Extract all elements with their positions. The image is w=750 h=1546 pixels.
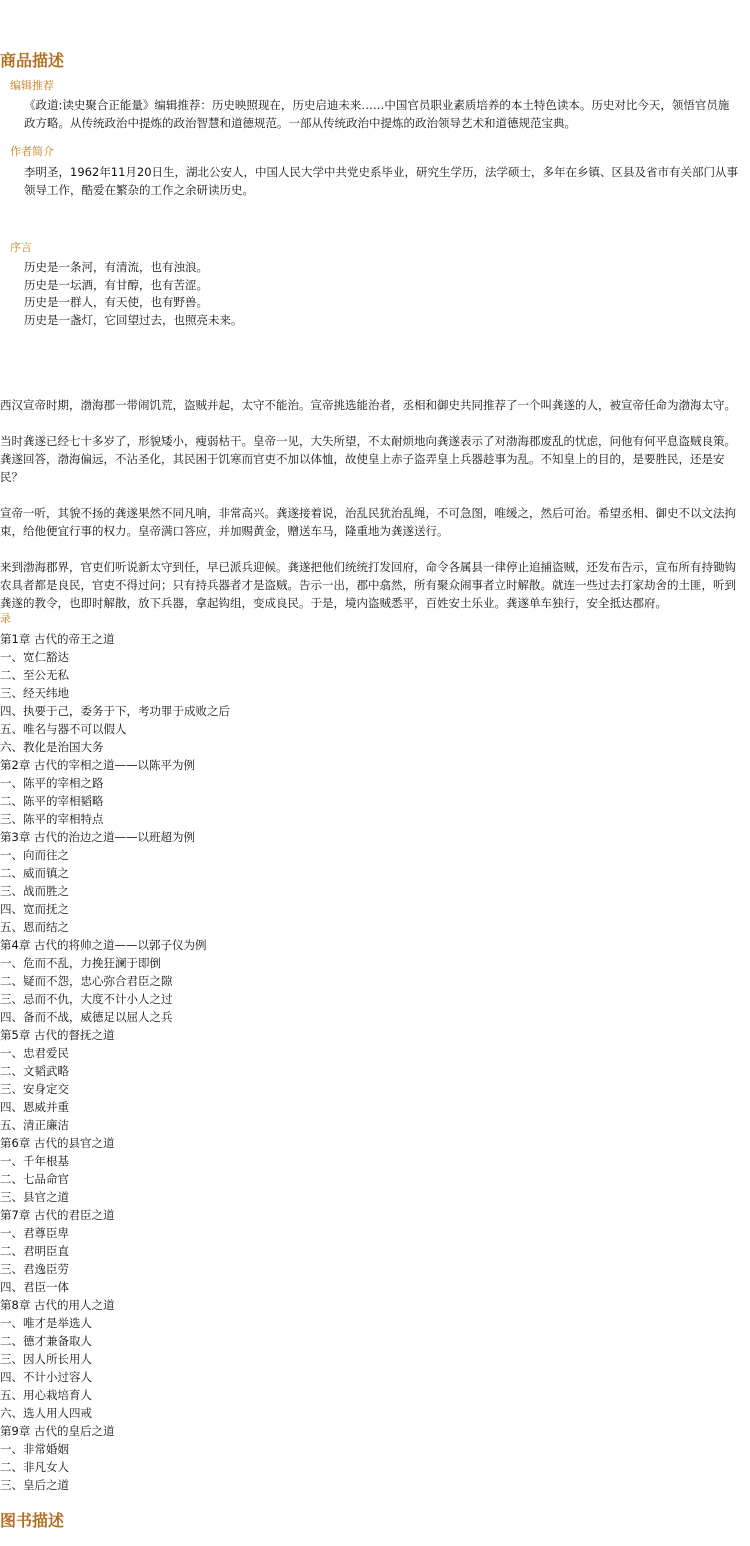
toc-item: 五、唯名与器不可以假人: [0, 722, 127, 736]
toc-item: 四、恩威并重: [0, 1100, 69, 1114]
preface-line: 历史是一条河，有清流，也有浊浪。: [24, 260, 208, 274]
author-intro-label: 作者简介: [10, 145, 54, 158]
toc-item: 三、经天纬地: [0, 686, 69, 700]
toc-item: 一、危而不乱，力挽狂澜于即倒: [0, 956, 161, 970]
toc-item: 四、不计小过容人: [0, 1370, 92, 1384]
toc-item: 二、威而镇之: [0, 866, 69, 880]
toc-item: 第8章 古代的用人之道: [0, 1298, 115, 1312]
toc-item: 一、宽仁豁达: [0, 650, 69, 664]
toc-item: 一、唯才是举选人: [0, 1316, 92, 1330]
toc-item: 五、用心栽培育人: [0, 1388, 92, 1402]
toc-item: 三、因人所长用人: [0, 1352, 92, 1366]
toc-item: 三、皇后之道: [0, 1478, 69, 1492]
toc-item: 二、非凡女人: [0, 1460, 69, 1474]
toc-item: 第1章 古代的帝王之道: [0, 632, 115, 646]
toc-item: 四、执要于己，委务于下，考功罪于成败之后: [0, 704, 230, 718]
editor-recommendation-text: 《政道:读史聚合正能量》编辑推荐：历史映照现在，历史启迪未来……中国官员职业素质培养的本土特色读本。历史对比今天，领悟官员施政方略。从传统政治中提炼的政治智慧和道德规范。一部从传统政治中提炼的政治领导艺术和道德规范宝典。: [24, 98, 730, 130]
toc-item: 三、县官之道: [0, 1190, 69, 1204]
toc-item: 六、选人用人四戒: [0, 1406, 92, 1420]
toc-item: 第6章 古代的县官之道: [0, 1136, 115, 1150]
story-paragraph: 西汉宣帝时期，渤海郡一带闹饥荒，盗贼并起，太守不能治。宣帝挑选能治者，丞相和御史共同推荐了一个叫龚遂的人，被宣帝任命为渤海太守。: [0, 398, 736, 412]
editor-recommendation-label: 编辑推荐: [10, 79, 54, 92]
table-of-contents: [0, 630, 230, 1494]
toc-item: 五、清正廉洁: [0, 1118, 69, 1132]
table-of-contents-label: 录: [0, 612, 11, 625]
toc-item: 第3章 古代的治边之道——以班超为例: [0, 830, 195, 844]
story-text: [0, 378, 744, 630]
toc-item: 一、非常婚姻: [0, 1442, 69, 1456]
toc-item: 二、至公无私: [0, 668, 69, 682]
toc-item: 一、千年根基: [0, 1154, 69, 1168]
toc-item: 一、陈平的宰相之路: [0, 776, 104, 790]
toc-item: 一、忠君爱民: [0, 1046, 69, 1060]
author-intro-text: 李明圣，1962年11月20日生，湖北公安人，中国人民大学中共党史系毕业，研究生学历，法学硕士，多年在乡镇、区县及省市有关部门从事领导工作，酷爱在繁杂的工作之余研读历史。: [24, 165, 739, 197]
toc-item: 三、君逸臣劳: [0, 1262, 69, 1276]
preface-line: 历史是一盏灯，它回望过去，也照亮未来。: [24, 312, 243, 327]
toc-item: 第9章 古代的皇后之道: [0, 1424, 115, 1438]
toc-item: 第4章 古代的将帅之道——以郭子仪为例: [0, 938, 207, 952]
toc-item: 二、陈平的宰相韬略: [0, 794, 104, 808]
toc-item: 三、陈平的宰相特点: [0, 812, 104, 826]
toc-item: 三、安身定交: [0, 1082, 69, 1096]
preface-line: 历史是一群人，有天使，也有野兽。: [24, 295, 208, 309]
toc-item: 一、向而往之: [0, 848, 69, 862]
toc-item: 第7章 古代的君臣之道: [0, 1208, 115, 1222]
story-paragraph: 宣帝一听，其貌不扬的龚遂果然不同凡响，非常高兴。龚遂接着说，治乱民犹治乱绳，不可急图，唯缓之，然后可治。希望丞相、御史不以文法拘束，给他便宜行事的权力。皇帝满口答应，并加赐黄金，赠送车马，隆重地为龚遂送行。: [0, 506, 736, 538]
toc-item: 三、忌而不仇，大度不计小人之过: [0, 992, 173, 1006]
product-description-heading: 商品描述: [0, 51, 65, 70]
toc-item: 四、君臣一体: [0, 1280, 69, 1294]
toc-item: 六、教化是治国大务: [0, 740, 104, 754]
story-paragraph: 当时龚遂已经七十多岁了，形貌矮小，瘦弱枯干。皇帝一见，大失所望，不太耐烦地向龚遂表示了对渤海郡废乱的忧虑，问他有何平息盗贼良策。龚遂回答，渤海偏远，不沾圣化，其民困于饥寒而官吏不加以体恤，故使皇上赤子盗弄皇上兵器趁事为乱。不知皇上的目的，是要胜民，还是安民？: [0, 434, 736, 484]
toc-item: 二、君明臣直: [0, 1244, 69, 1258]
toc-item: 五、恩而结之: [0, 920, 69, 934]
preface-label: 序言: [10, 241, 32, 254]
preface-poem: [24, 259, 243, 329]
toc-item: 第5章 古代的督抚之道: [0, 1028, 115, 1042]
toc-item: 一、君尊臣卑: [0, 1226, 69, 1240]
preface-line: 历史是一坛酒，有甘醇，也有苦涩。: [24, 277, 208, 292]
toc-item: 二、德才兼备取人: [0, 1334, 92, 1348]
book-description-heading: 图书描述: [0, 1511, 65, 1530]
toc-item: 三、战而胜之: [0, 884, 69, 898]
toc-item: 第2章 古代的宰相之道——以陈平为例: [0, 758, 195, 772]
story-paragraph: 来到渤海郡界，官吏们听说新太守到任，早已派兵迎候。龚遂把他们统统打发回府，命令各属县一律停止追捕盗贼，还发布告示，宣布所有持锄钩农具者都是良民，官吏不得过问；只有持兵器者才是盗贼。告示一出，郡中翕然，所有聚众闹事者立时解散。就连一些过去打家劫舍的土匪，听到龚遂的教令，也即时解散，放下兵器，拿起钩组，变成良民。于是，境内盗贼悉平，百姓安土乐业。龚遂单车独行，安全抵达郡府。: [0, 560, 736, 610]
toc-item: 四、备而不战，威德足以屈人之兵: [0, 1010, 173, 1024]
toc-item: 四、宽而抚之: [0, 902, 69, 916]
toc-item: 二、七品命官: [0, 1172, 69, 1186]
toc-item: 二、疑而不怨，忠心弥合君臣之隙: [0, 974, 173, 988]
toc-item: 二、文韬武略: [0, 1064, 69, 1078]
